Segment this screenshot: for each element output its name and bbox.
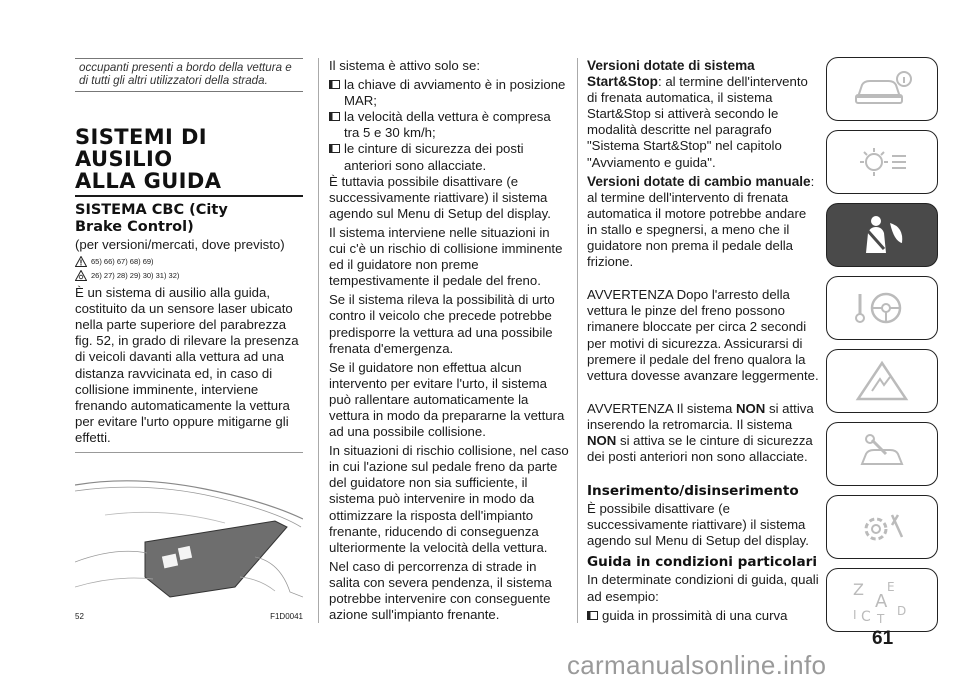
- paragraph: È tuttavia possibile disattivare (e successivamente riattivare) il sistema agendo sul Menu di Setup del display.: [329, 173, 551, 221]
- warning-text: si attiva se le cinture di sicurezza dei posti anteriori non sono allacciate.: [587, 432, 813, 465]
- availability-note: (per versioni/mercati, dove previsto): [75, 237, 285, 252]
- figure-number: 52: [75, 612, 84, 622]
- car-info-icon: [852, 69, 912, 109]
- seatbelt-airbag-icon: [852, 213, 912, 257]
- column-1: [75, 58, 303, 625]
- subsection-inserimento: Inserimento/disinserimento: [587, 483, 799, 500]
- list-item-text: la chiave di avviamento è in posizione MAR;: [344, 77, 566, 109]
- paragraph: In situazioni di rischio collisione, nel caso in cui l'azione sul pedale freno da parte del guidatore non sia sufficiente, il sistema può intervenire in modo da ottimizzare la risposta dell'impianto frenante, riducendo di conseguenza ulteriormente la velocità della vettura.: [329, 443, 569, 555]
- windshield-sensor-illustration: [75, 467, 303, 607]
- warning-emphasis: NON: [736, 400, 766, 416]
- list-item: [329, 141, 569, 173]
- list-item-text: le cinture di sicurezza dei posti anteriori sono allacciate.: [344, 141, 524, 173]
- paragraph: Se il guidatore non effettua alcun intervento per evitare l'urto, il sistema può rallentare automaticamente la vettura in modo da prepararne la vettura ad una possibile collisione.: [329, 359, 565, 440]
- warning-text: si attiva inserendo la retromarcia. Il sistema: [587, 400, 814, 432]
- svg-text:I: I: [853, 608, 857, 622]
- warning-emphasis: NON: [587, 432, 617, 448]
- subsection-title: [75, 202, 303, 236]
- bullet-icon: [329, 112, 341, 122]
- warning-text: AVVERTENZA Il sistema: [587, 400, 737, 416]
- start-stop-heading: Versioni dotate di sistema Start&Stop: [587, 58, 755, 90]
- bullet-icon: [329, 80, 341, 90]
- svg-text:Z: Z: [853, 580, 864, 599]
- tab-dashboard-lights[interactable]: [826, 130, 938, 194]
- wrench-car-icon: [852, 434, 912, 474]
- paragraph: Il sistema interviene nelle situazioni in cui c'è un rischio di collisione imminente ed il guidatore non preme tempestivamente il pedale del freno.: [329, 224, 563, 289]
- list-item-text: guida in prossimità di una curva: [602, 607, 788, 623]
- warning-refs: [75, 256, 303, 267]
- manual-gearbox-heading: Versioni dotate di cambio manuale: [587, 173, 811, 189]
- warning-reverse-seatbelts: [587, 401, 819, 465]
- caution-icon: [75, 256, 87, 267]
- tab-starting-driving[interactable]: [826, 276, 938, 340]
- svg-text:E: E: [887, 580, 895, 594]
- paragraph: È possibile disattivare (e successivamente riattivare) il sistema agendo sul Menu di Setup del display.: [587, 501, 809, 549]
- svg-text:T: T: [877, 612, 885, 625]
- warning-refs-text: 65) 66) 67) 68) 69): [91, 257, 154, 267]
- column-divider-2: [577, 58, 578, 623]
- column-3: [587, 58, 819, 624]
- tab-technical-data[interactable]: [826, 495, 938, 559]
- tab-maintenance[interactable]: [826, 422, 938, 486]
- info-refs: [75, 270, 303, 281]
- list-item: [329, 109, 569, 141]
- figure-windshield-sensor: [75, 467, 303, 607]
- note-line-2: di tutti gli altri utilizzatori della strada.: [79, 74, 268, 87]
- bullet-icon: [329, 144, 341, 154]
- info-refs-text: 26) 27) 28) 29) 30) 31) 32): [91, 271, 180, 281]
- svg-text:A: A: [875, 591, 888, 612]
- tab-safety[interactable]: [826, 203, 938, 267]
- chapter-tabs: [826, 57, 938, 641]
- dashboard-lights-icon: [852, 142, 912, 182]
- index-letters-icon: [847, 575, 917, 625]
- paragraph: Nel caso di percorrenza di strade in salita con severa pendenza, il sistema potrebbe intervenire con conseguente azione sull'impianto frenante.: [329, 558, 552, 623]
- bullet-icon: [587, 611, 599, 621]
- column-divider-1: [318, 58, 319, 623]
- section-title: [75, 126, 303, 197]
- tab-emergency[interactable]: [826, 349, 938, 413]
- attention-icon: [75, 270, 87, 281]
- activation-intro: Il sistema è attivo solo se:: [329, 58, 480, 73]
- list-item: [587, 608, 819, 624]
- paragraph: Se il sistema rileva la possibilità di urto contro il veicolo che precede potrebbe predisporre la vettura ad una possibile frenata d'emergenza.: [329, 292, 555, 356]
- page-number: 61: [872, 628, 894, 649]
- warning-brake-calipers: AVVERTENZA Dopo l'arresto della vettura le pinze del freno possono rimanere bloccate per circa 2 secondi per motivi di sicurezza. Assicurarsi di premere il pedale del freno qualora la vettura dovesse avanzare leggermente.: [587, 287, 819, 383]
- subsection-guida: Guida in condizioni particolari: [587, 554, 818, 571]
- svg-text:C: C: [861, 609, 871, 625]
- paragraph: In determinate condizioni di guida, quali ad esempio:: [587, 572, 819, 604]
- section-title-line-2: ALLA GUIDA: [75, 169, 222, 193]
- cbc-description: È un sistema di ausilio alla guida, costituito da un sensore laser ubicato nella parte superiore del parabrezza fig. 52, in grado di rilevare la presenza di veicoli davanti alla vettura ad una distanza ravvicinata ed, in caso di collisione imminente, interviene frenando automaticamente la vettura per evitare l'urto oppure mitigarne gli effetti.: [75, 285, 299, 445]
- list-item: [329, 77, 569, 109]
- tab-index[interactable]: [826, 568, 938, 632]
- section-title-line-1: SISTEMI DI AUSILIO: [75, 125, 207, 171]
- column-2: [329, 58, 569, 626]
- warning-triangle-icon: [852, 359, 912, 403]
- note-line-1: occupanti presenti a bordo della vettura e: [79, 61, 292, 74]
- subsection-title-line-2: Brake Control): [75, 219, 194, 235]
- note-box: [75, 58, 303, 92]
- tools-settings-icon: [852, 507, 912, 547]
- subsection-title-line-1: SISTEMA CBC (City: [75, 202, 228, 218]
- start-stop-text: : al termine dell'intervento di frenata automatica, il sistema Start&Stop si attiverà secondo le modalità descritte nel paragrafo "Sistema Start&Stop" nel capitolo "Avviamento e guida".: [587, 74, 808, 170]
- start-stop-paragraph: [587, 58, 819, 171]
- manual-gearbox-text: : al termine dell'intervento di frenata automatica il motore potrebbe andare in stallo e spegnersi, a meno che il guidatore non prema il pedale della frizione.: [587, 173, 815, 270]
- steering-wheel-key-icon: [852, 288, 912, 328]
- svg-text:D: D: [897, 604, 907, 618]
- figure-code: F1D0041: [270, 612, 303, 622]
- list-item-text: la velocità della vettura è compresa tra 5 e 30 km/h;: [344, 109, 551, 141]
- tab-car-info[interactable]: [826, 57, 938, 121]
- figure-caption: [75, 609, 303, 625]
- manual-gearbox-paragraph: [587, 174, 819, 271]
- watermark: carmanualsonline.info: [567, 650, 827, 680]
